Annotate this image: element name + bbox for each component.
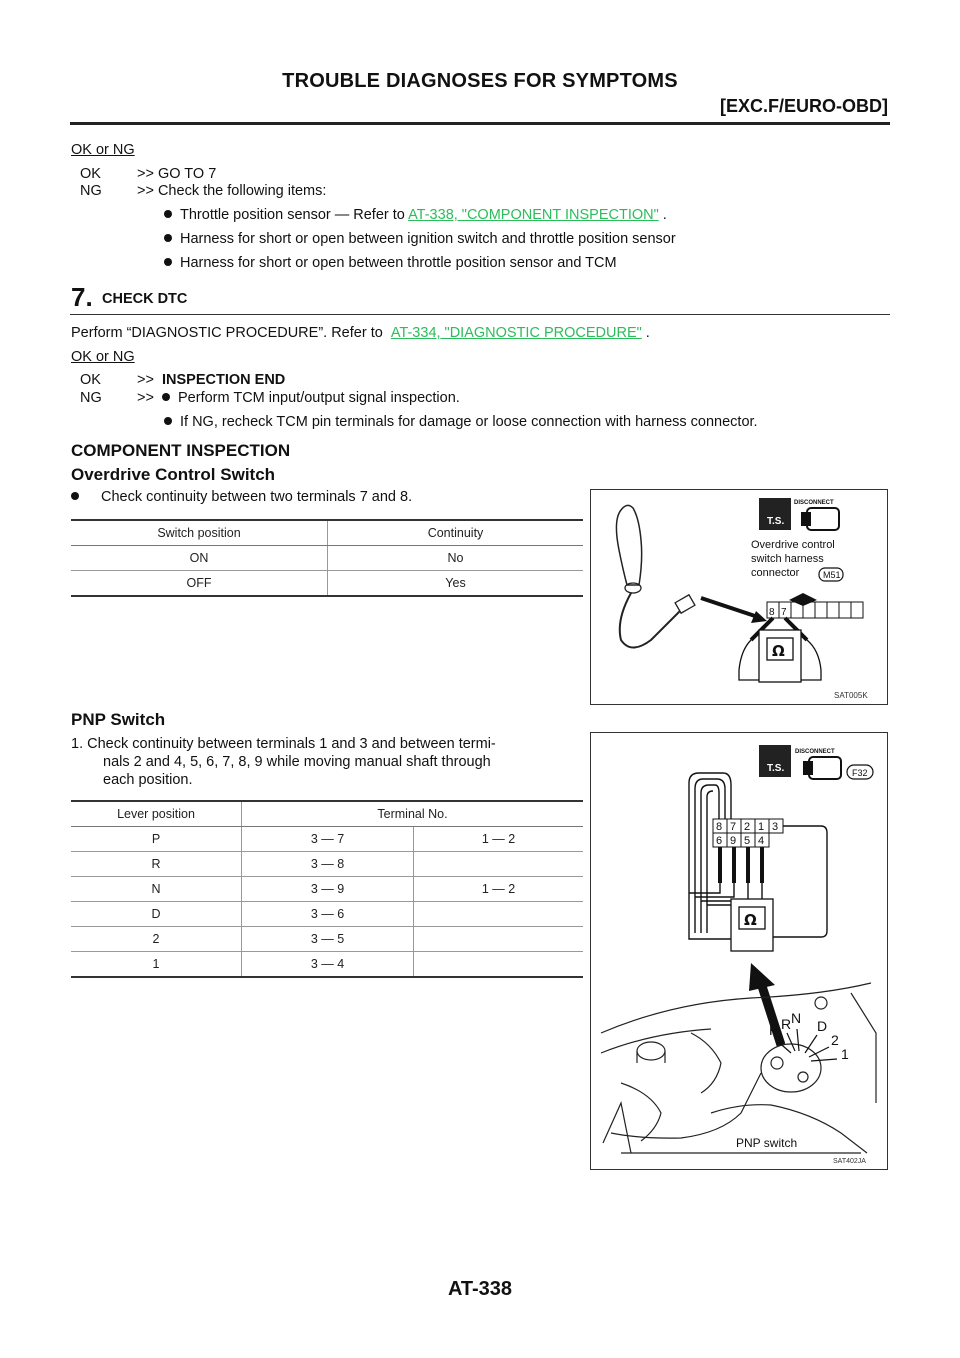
- svg-text:4: 4: [758, 835, 765, 847]
- svg-text:6: 6: [716, 835, 723, 847]
- bullet-end: .: [658, 207, 667, 223]
- table-cell: [414, 927, 584, 952]
- overdrive-switch-diagram: [591, 490, 887, 704]
- svg-text:8: 8: [769, 607, 775, 618]
- table-cell: 3 — 4: [242, 952, 414, 978]
- svg-text:T.S.: T.S.: [767, 763, 785, 774]
- table-row: [71, 571, 583, 597]
- bullet-harness-ign: [164, 230, 676, 248]
- component-inspection-link[interactable]: AT-338, "COMPONENT INSPECTION": [408, 207, 659, 223]
- bullet-icon: [164, 234, 172, 242]
- step-title: CHECK DTC: [102, 291, 188, 307]
- bullet-text: Harness for short or open between throttle position sensor and TCM: [180, 255, 617, 271]
- perform-end: .: [641, 325, 650, 341]
- svg-text:switch harness: switch harness: [751, 553, 824, 565]
- ok-arrow-2: >>: [137, 372, 154, 388]
- header-rule: [70, 122, 890, 125]
- svg-text:PNP switch: PNP switch: [736, 1136, 798, 1150]
- ng-arrow-2: >>: [137, 390, 154, 406]
- svg-text:D: D: [817, 1018, 828, 1034]
- svg-text:7: 7: [781, 607, 787, 618]
- table-row: [71, 927, 583, 952]
- table-header: Terminal No.: [242, 801, 584, 827]
- odc-continuity-table: [71, 519, 583, 597]
- table-cell: 1: [71, 952, 242, 978]
- svg-text:SAT005K: SAT005K: [834, 691, 868, 700]
- bullet-icon: [71, 492, 79, 500]
- bullet-icon: [162, 393, 170, 401]
- bullet-text: Perform TCM input/output signal inspection.: [178, 390, 460, 406]
- ng-label-2: NG: [80, 390, 102, 406]
- perform-text: Perform “DIAGNOSTIC PROCEDURE”. Refer to: [71, 325, 387, 341]
- table-cell: ON: [71, 546, 328, 571]
- bullet-icon: [164, 258, 172, 266]
- svg-text:2: 2: [831, 1032, 839, 1048]
- ok-label-2: OK: [80, 372, 101, 388]
- component-inspection-heading: COMPONENT INSPECTION: [71, 441, 291, 460]
- table-cell: 3 — 8: [242, 852, 414, 877]
- perform-line: [71, 324, 650, 342]
- table-cell: R: [71, 852, 242, 877]
- bullet-text: Harness for short or open between ignition switch and throttle position sensor: [180, 231, 676, 247]
- bullet-text: If NG, recheck TCM pin terminals for damage or loose connection with harness connector.: [180, 414, 758, 430]
- table-cell: No: [328, 546, 584, 571]
- table-cell: 3 — 7: [242, 827, 414, 852]
- overdrive-switch-figure: [590, 489, 888, 705]
- ok-ng-label: OK or NG: [71, 142, 135, 158]
- bullet-throttle-sensor: [164, 206, 667, 224]
- table-cell: P: [71, 827, 242, 852]
- pnp-switch-diagram: [591, 733, 887, 1169]
- inspection-end: INSPECTION END: [162, 372, 286, 388]
- pnp-terminal-table: [71, 800, 583, 978]
- svg-text:connector: connector: [751, 567, 800, 579]
- ok-label: OK: [80, 166, 101, 182]
- bullet-text: Throttle position sensor — Refer to: [180, 207, 409, 223]
- table-header: Switch position: [71, 520, 328, 546]
- svg-text:Ω: Ω: [772, 642, 785, 660]
- step-rule: [70, 314, 890, 315]
- svg-text:7: 7: [730, 821, 737, 833]
- table-row: [71, 852, 583, 877]
- svg-text:2: 2: [744, 821, 751, 833]
- svg-text:Overdrive control: Overdrive control: [751, 539, 835, 551]
- diagnostic-procedure-link[interactable]: AT-334, "DIAGNOSTIC PROCEDURE": [390, 325, 642, 341]
- table-cell: 3 — 6: [242, 902, 414, 927]
- svg-text:5: 5: [744, 835, 751, 847]
- page-header-title: TROUBLE DIAGNOSES FOR SYMPTOMS: [282, 70, 678, 92]
- table-cell: Yes: [328, 571, 584, 597]
- table-cell: [414, 852, 584, 877]
- table-row: [71, 546, 583, 571]
- svg-text:N: N: [791, 1010, 802, 1026]
- svg-text:9: 9: [730, 835, 737, 847]
- table-cell: 1 — 2: [414, 827, 584, 852]
- bullet-icon: [164, 210, 172, 218]
- ng-label: NG: [80, 183, 102, 199]
- table-cell: 2: [71, 927, 242, 952]
- svg-text:DISCONNECT: DISCONNECT: [794, 500, 834, 506]
- svg-text:DISCONNECT: DISCONNECT: [795, 749, 835, 755]
- svg-text:F32: F32: [852, 768, 868, 778]
- ok-result: >> GO TO 7: [137, 166, 217, 182]
- table-cell: 3 — 9: [242, 877, 414, 902]
- svg-text:Ω: Ω: [744, 911, 757, 929]
- table-header: Continuity: [328, 520, 584, 546]
- table-cell: [414, 902, 584, 927]
- svg-text:1: 1: [841, 1046, 849, 1062]
- page-number: AT-338: [447, 1278, 513, 1300]
- pnp-step-line-1: 1. Check continuity between terminals 1 and 3 and between termi-: [71, 736, 496, 752]
- ng-bullet-1: [162, 389, 460, 407]
- bullet-text: Check continuity between two terminals 7 and 8.: [101, 489, 413, 505]
- svg-text:P: P: [769, 1022, 779, 1038]
- svg-text:8: 8: [716, 821, 723, 833]
- ng-bullet-2: [164, 413, 758, 431]
- table-cell: [414, 952, 584, 978]
- bullet-icon: [164, 417, 172, 425]
- ng-result: >> Check the following items:: [137, 183, 327, 199]
- svg-text:R: R: [781, 1016, 792, 1032]
- table-cell: 1 — 2: [414, 877, 584, 902]
- step-number: 7.: [71, 282, 93, 312]
- bullet-harness-tcm: [164, 254, 617, 272]
- pnp-switch-figure: [590, 732, 888, 1170]
- svg-text:3: 3: [772, 821, 779, 833]
- disconnect-icon: [809, 757, 841, 779]
- pnp-step-line-3: each position.: [103, 772, 193, 788]
- table-row: [71, 902, 583, 927]
- table-row: [71, 877, 583, 902]
- svg-text:SAT402JA: SAT402JA: [833, 1158, 866, 1165]
- table-cell: 3 — 5: [242, 927, 414, 952]
- page-header-subtitle: [EXC.F/EURO-OBD]: [720, 96, 888, 116]
- table-cell: N: [71, 877, 242, 902]
- table-header: Lever position: [71, 801, 242, 827]
- odc-bullet: [71, 488, 412, 506]
- table-cell: OFF: [71, 571, 328, 597]
- svg-text:T.S.: T.S.: [767, 516, 785, 527]
- overdrive-control-switch-heading: Overdrive Control Switch: [71, 465, 276, 484]
- table-cell: D: [71, 902, 242, 927]
- svg-text:M51: M51: [823, 570, 841, 580]
- pnp-switch-heading: PNP Switch: [71, 710, 166, 729]
- ok-ng-label-2: OK or NG: [71, 349, 135, 365]
- table-row: [71, 952, 583, 978]
- pnp-step-line-2: nals 2 and 4, 5, 6, 7, 8, 9 while moving manual shaft through: [103, 754, 491, 770]
- table-row: [71, 827, 583, 852]
- disconnect-icon: [807, 508, 839, 530]
- svg-text:1: 1: [758, 821, 765, 833]
